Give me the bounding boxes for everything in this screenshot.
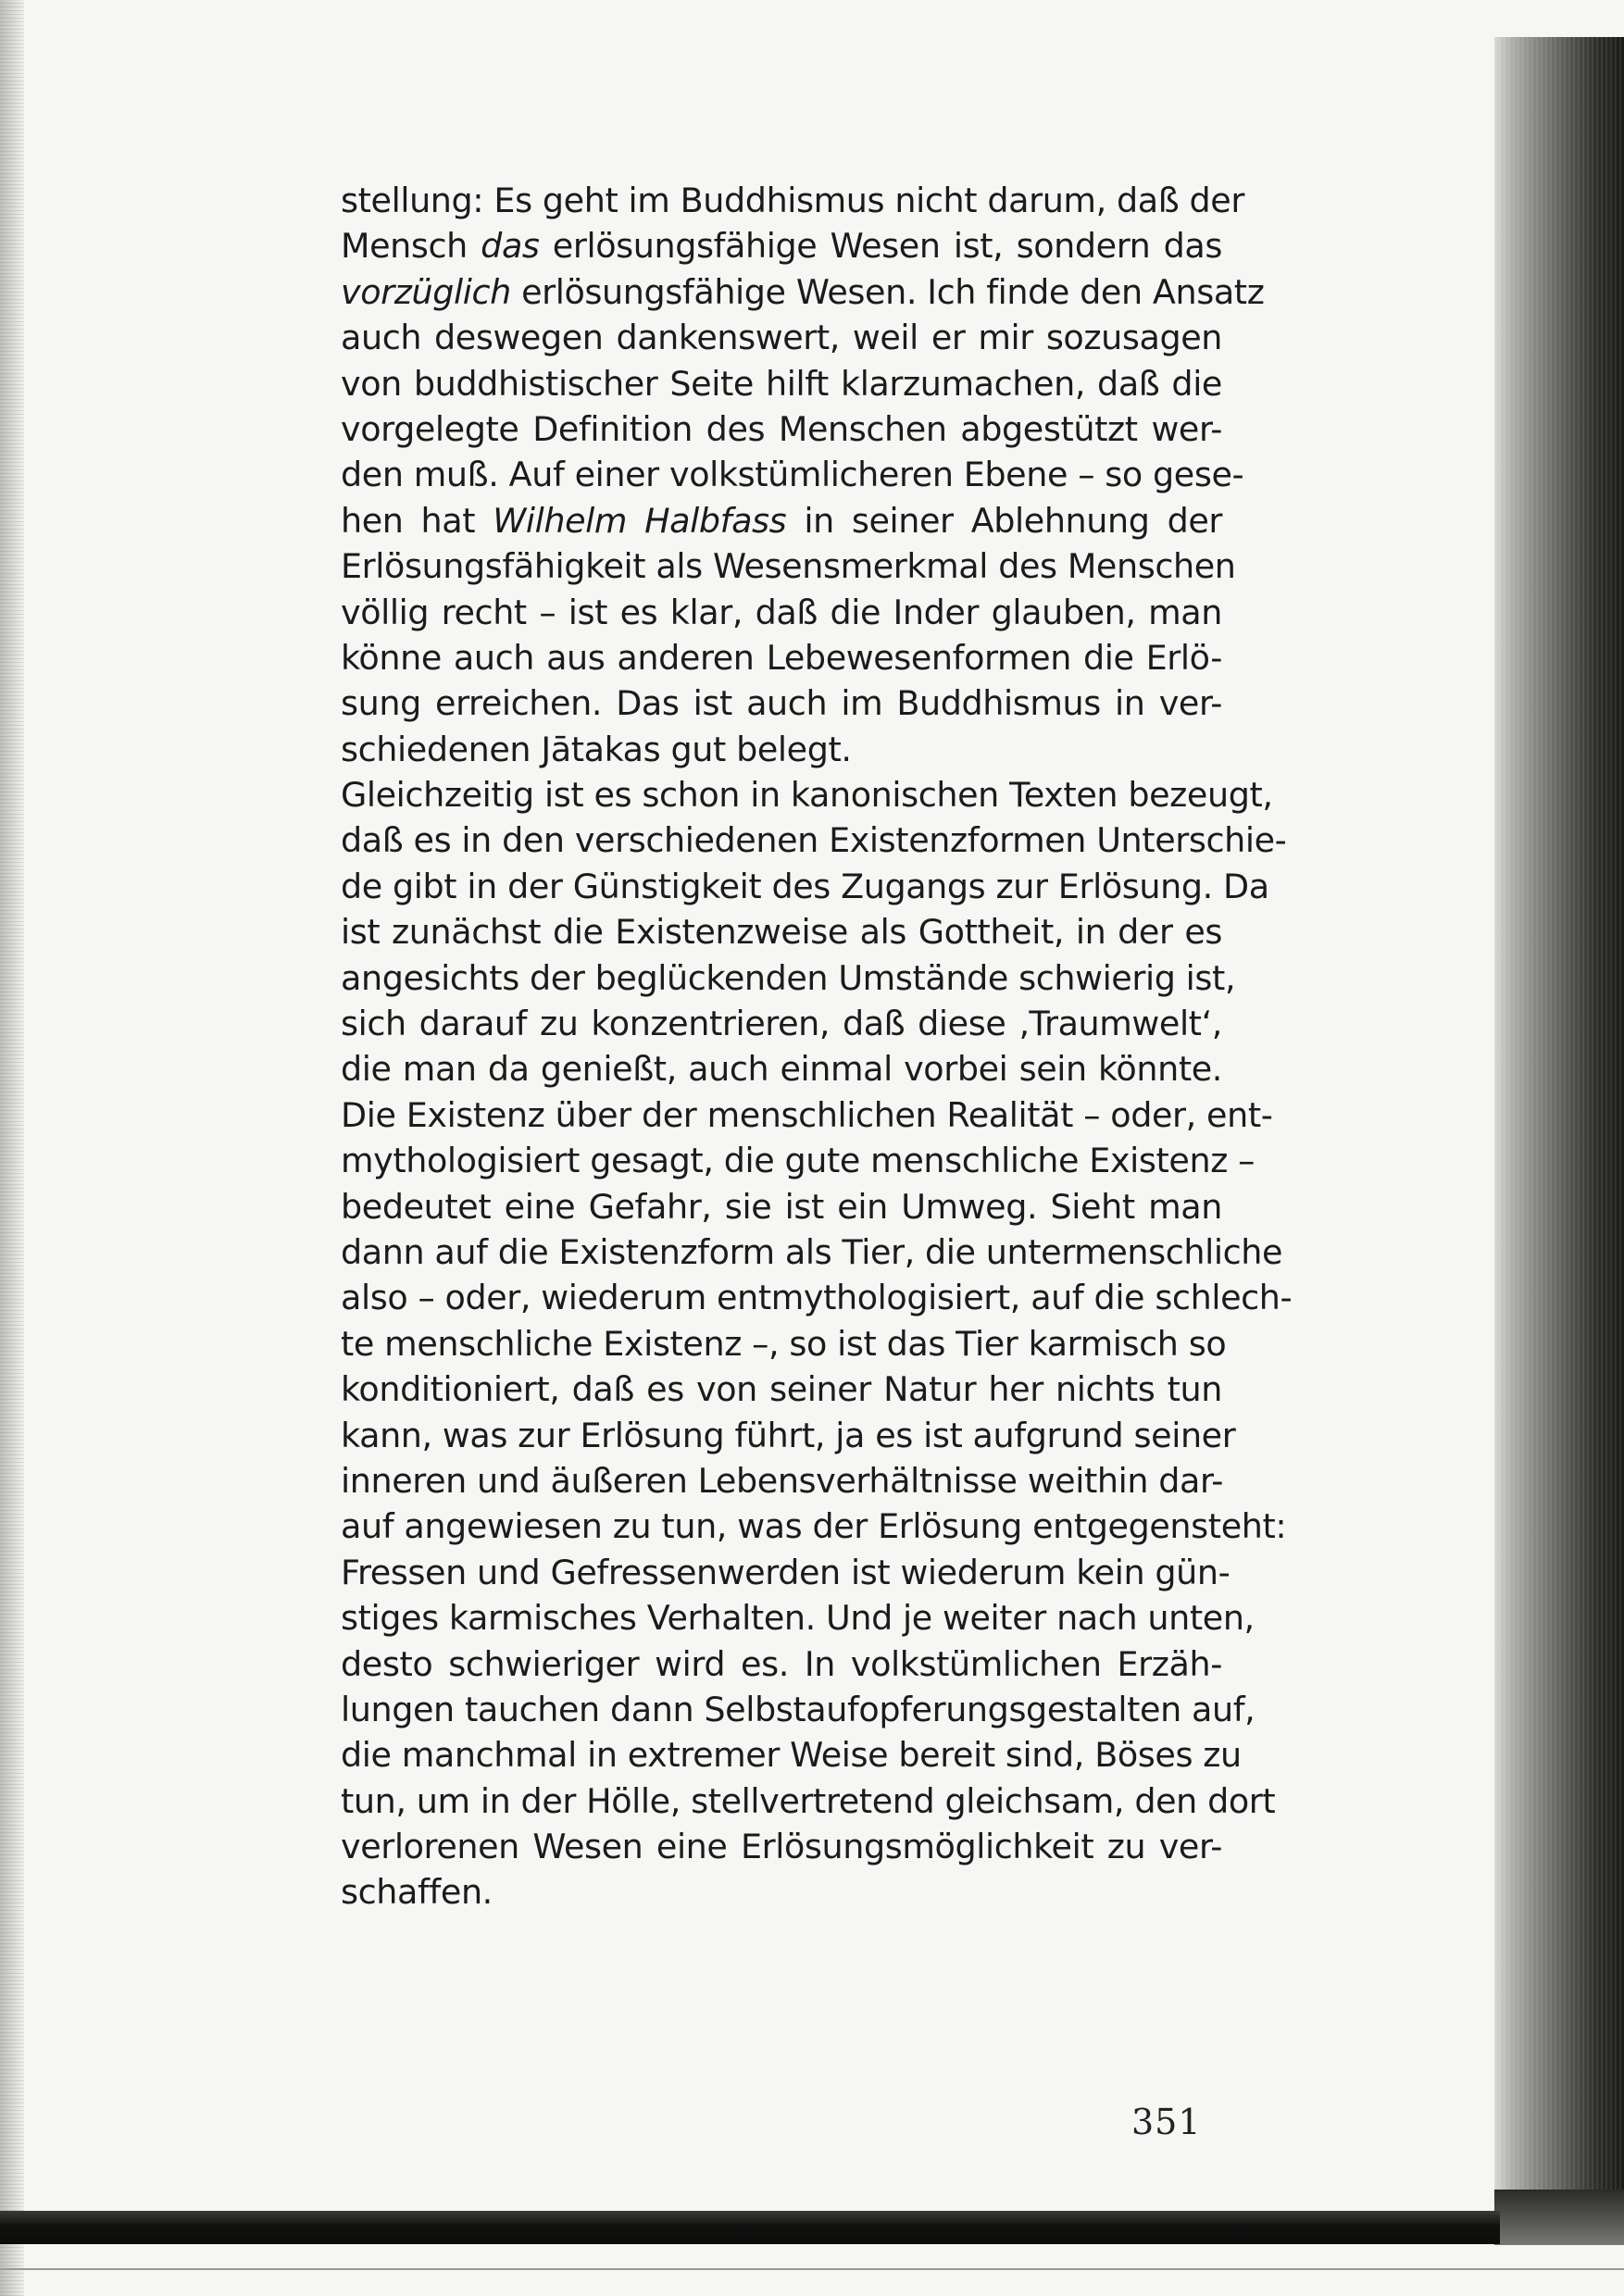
text-line-19: sich darauf zu konzentrieren, daß diese ‚Traumwelt‘, <box>341 1004 1222 1044</box>
text-line-35: die manchmal in extremer Weise bereit sind, Böses zu <box>341 1735 1242 1776</box>
text-line-34: lungen tauchen dann Selbstaufopferungsgestalten auf, <box>341 1689 1255 1729</box>
text-line-38: schaffen. <box>341 1872 493 1913</box>
text-line-4: auch deswegen dankenswert, weil er mir sozusagen <box>341 318 1222 358</box>
book-gutter-shadow-lower <box>1494 2190 1624 2245</box>
emphasis-text: Wilhelm Halbfass <box>493 500 787 541</box>
emphasis-text: vorzüglich <box>341 271 511 312</box>
text-line-5: von buddhistischer Seite hilft klarzumachen, daß die <box>341 363 1222 404</box>
text-line-25: also – oder, wiederum entmythologisiert, auf die schlech- <box>341 1278 1293 1318</box>
text-line-15: daß es in den verschiedenen Existenzformen Unterschie- <box>341 820 1287 861</box>
text-line-3: vorzüglich erlösungsfähige Wesen. Ich finde den Ansatz <box>341 271 1265 312</box>
text-line-13: schiedenen Jātakas gut belegt. <box>341 729 852 769</box>
text-line-11: könne auch aus anderen Lebewesenformen die Erlö- <box>341 637 1222 678</box>
text-line-18: angesichts der beglückenden Umstände schwierig ist, <box>341 957 1236 998</box>
text-line-8: hen hat Wilhelm Halbfass in seiner Ablehnung der <box>341 500 1222 541</box>
text-line-7: den muß. Auf einer volkstümlicheren Ebene – so gese- <box>341 455 1244 495</box>
book-gutter-shadow <box>1494 37 1624 2190</box>
text-line-22: mythologisiert gesagt, die gute menschliche Existenz – <box>341 1141 1255 1181</box>
text-line-31: Fressen und Gefressenwerden ist wiederum kein gün- <box>341 1552 1230 1592</box>
emphasis-text: das <box>481 226 540 267</box>
text-line-2: Mensch das erlösungsfähige Wesen ist, sondern das <box>341 226 1223 267</box>
text-line-36: tun, um in der Hölle, stellvertretend gleichsam, den dort <box>341 1780 1276 1821</box>
text-line-32: stiges karmisches Verhalten. Und je weiter nach unten, <box>341 1598 1255 1639</box>
text-line-37: verlorenen Wesen eine Erlösungsmöglichkeit zu ver- <box>341 1827 1222 1867</box>
scanner-bottom-band <box>0 2211 1500 2244</box>
scanner-bottom-line <box>0 2268 1624 2270</box>
page-number: 351 <box>1131 2102 1202 2142</box>
text-line-6: vorgelegte Definition des Menschen abgestützt wer- <box>341 408 1222 449</box>
text-line-17: ist zunächst die Existenzweise als Gottheit, in der es <box>341 912 1222 953</box>
scanner-edge-left <box>0 0 24 2296</box>
text-line-10: völlig recht – ist es klar, daß die Inder glauben, man <box>341 592 1222 632</box>
text-line-27: konditioniert, daß es von seiner Natur her nichts tun <box>341 1369 1222 1410</box>
text-line-9: Erlösungsfähigkeit als Wesensmerkmal des Menschen <box>341 546 1236 587</box>
body-text <box>341 178 1293 1915</box>
text-line-14: Gleichzeitig ist es schon in kanonischen Texten bezeugt, <box>341 775 1273 816</box>
text-line-23: bedeutet eine Gefahr, sie ist ein Umweg. Sieht man <box>341 1186 1222 1227</box>
text-line-24: dann auf die Existenzform als Tier, die untermenschliche <box>341 1231 1283 1272</box>
text-line-33: desto schwieriger wird es. In volkstümlichen Erzäh- <box>341 1643 1222 1684</box>
text-line-28: kann, was zur Erlösung führt, ja es ist aufgrund seiner <box>341 1415 1236 1455</box>
text-line-20: die man da genießt, auch einmal vorbei sein könnte. <box>341 1049 1222 1090</box>
text-line-12: sung erreichen. Das ist auch im Buddhismus in ver- <box>341 683 1222 724</box>
text-line-29: inneren und äußeren Lebensverhältnisse weithin dar- <box>341 1460 1224 1501</box>
text-line-16: de gibt in der Günstigkeit des Zugangs zur Erlösung. Da <box>341 866 1269 906</box>
text-line-26: te menschliche Existenz –, so ist das Tier karmisch so <box>341 1323 1227 1364</box>
text-line-21: Die Existenz über der menschlichen Realität – oder, ent- <box>341 1094 1273 1135</box>
text-line-30: auf angewiesen zu tun, was der Erlösung entgegensteht: <box>341 1506 1287 1547</box>
text-line-1: stellung: Es geht im Buddhismus nicht darum, daß der <box>341 181 1244 220</box>
